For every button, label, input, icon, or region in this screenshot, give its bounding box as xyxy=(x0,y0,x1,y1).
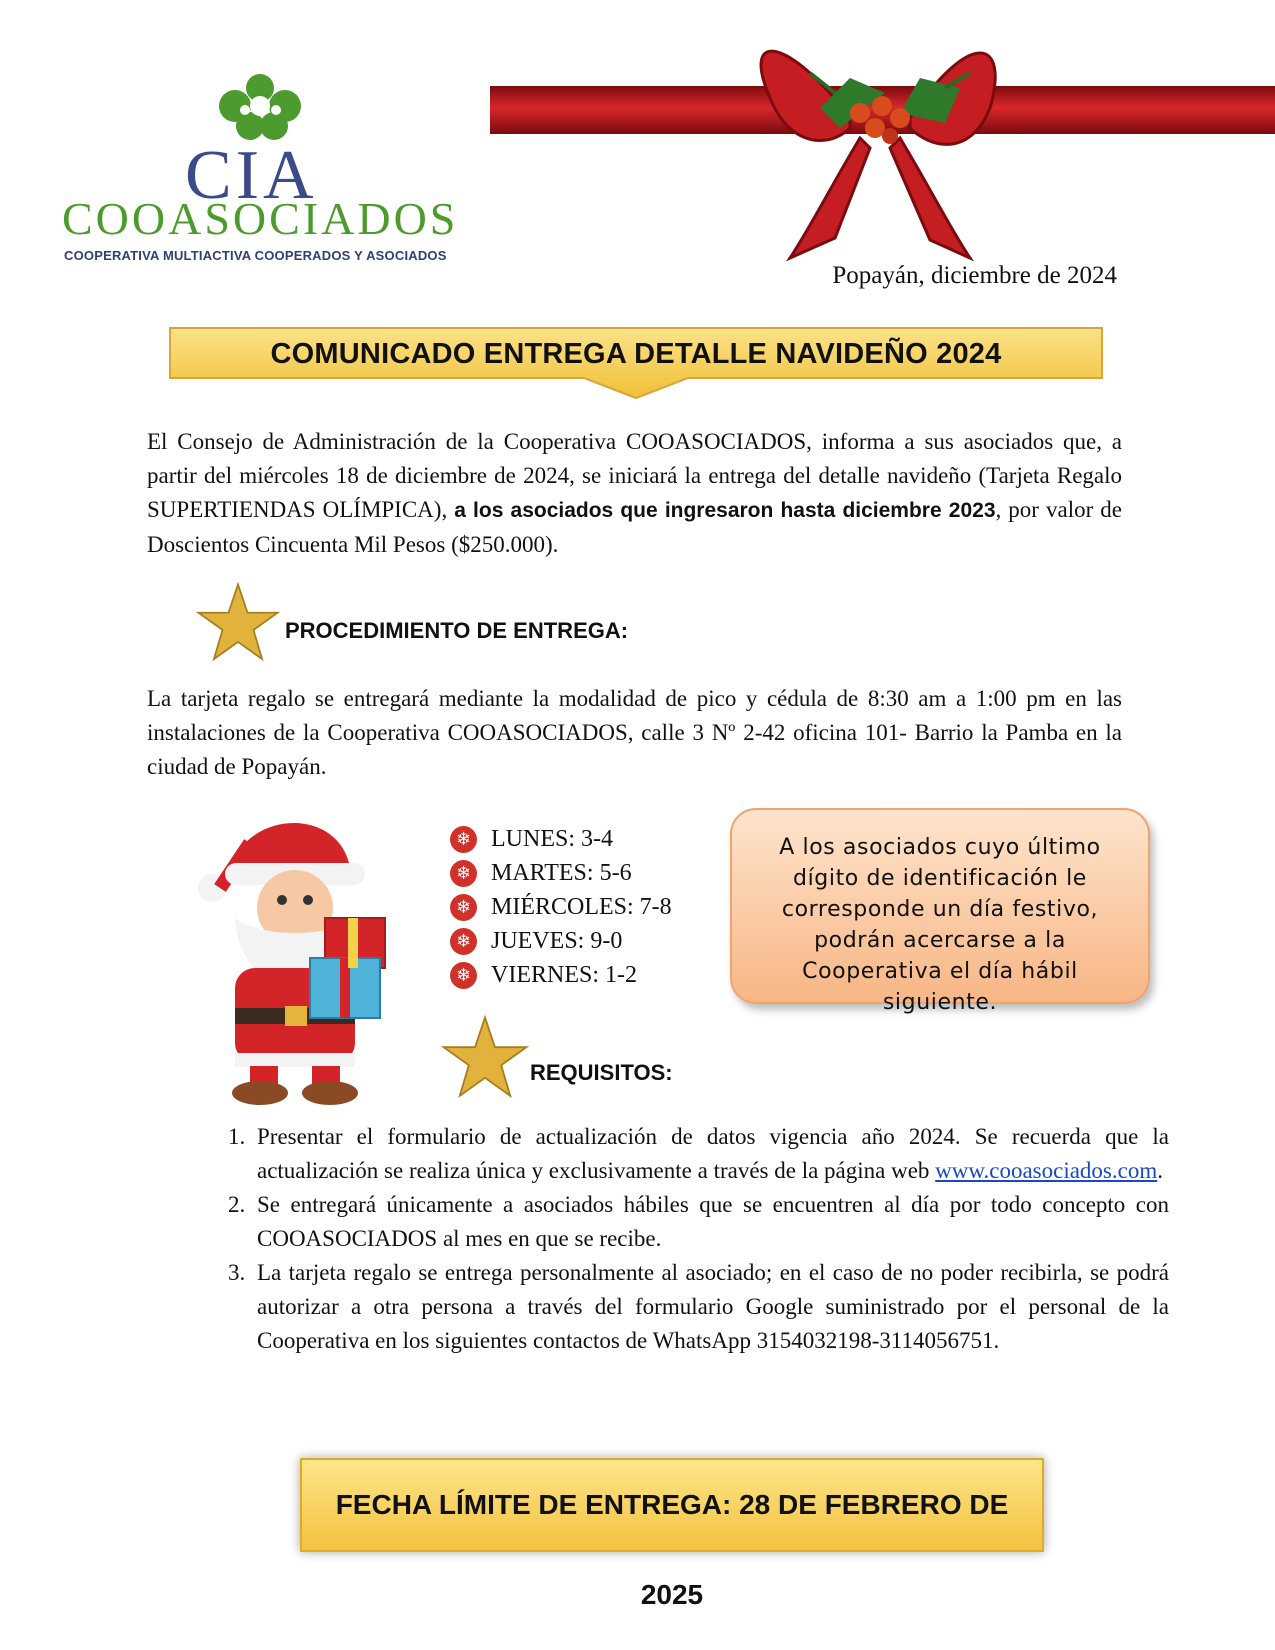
list-item xyxy=(251,1120,1169,1188)
schedule-day: JUEVES: 9-0 xyxy=(491,927,623,954)
list-item xyxy=(450,890,710,924)
deadline-text: FECHA LÍMITE DE ENTREGA: 28 DE FEBRERO DE 2025 xyxy=(335,1489,1009,1610)
holiday-note-box xyxy=(730,808,1150,1015)
snowflake-icon: ❄ xyxy=(450,860,477,887)
snowflake-icon: ❄ xyxy=(450,826,477,853)
list-item xyxy=(251,1256,1169,1358)
gold-star-icon xyxy=(193,580,283,666)
requirement-text: Se entregará únicamente a asociados hábiles que se encuentren al día por todo concepto con COOASOCIADOS al mes en que se recibe. xyxy=(257,1192,1169,1251)
schedule-list xyxy=(450,822,710,992)
schedule-day: VIERNES: 1-2 xyxy=(491,961,637,988)
procedure-heading: PROCEDIMIENTO DE ENTREGA: xyxy=(285,618,629,643)
intro-text-end: , por valor de Doscientos Cincuenta Mil Pesos ($250.000). xyxy=(147,497,1122,557)
snowflake-icon: ❄ xyxy=(450,962,477,989)
logo-subtitle: COOPERATIVA MULTIACTIVA COOPERADOS Y ASOCIADOS xyxy=(64,248,447,263)
requirement-end: . xyxy=(1157,1158,1163,1183)
snowflake-icon: ❄ xyxy=(450,894,477,921)
requirements-heading: REQUISITOS: xyxy=(530,1060,673,1085)
intro-bold: a los asociados que ingresaron hasta diciembre 2023 xyxy=(454,499,996,522)
requirements-list xyxy=(205,1120,1169,1358)
logo-letters: CIA xyxy=(185,137,318,214)
procedure-paragraph: La tarjeta regalo se entregará mediante la modalidad de pico y cédula de 8:30 am a 1:00 pm en las instalaciones de la Cooperativa COOASOCIADOS, calle 3 Nº 2-42 oficina 101- Barrio la Pamba en la ciudad de Popayán. xyxy=(147,686,1122,779)
list-item xyxy=(450,856,710,890)
list-item xyxy=(450,924,710,958)
cooasociados-logo xyxy=(60,66,460,266)
document-date: Popayán, diciembre de 2024 xyxy=(832,262,1117,289)
logo-name: COOASOCIADOS xyxy=(62,193,459,244)
list-item xyxy=(450,822,710,856)
deadline-box xyxy=(300,1458,1044,1610)
requirement-text: La tarjeta regalo se entrega personalmente al asociado; en el caso de no poder recibirla, se podrá autorizar a otra persona a través del formulario Google suministrado por el personal de la Cooperativa en los siguientes contactos de WhatsApp 3154032198-3114056751. xyxy=(257,1260,1169,1353)
intro-text: El Consejo de Administración de la Cooperativa COOASOCIADOS, informa a sus asociados que, a partir del miércoles 18 de diciembre de 2024, se iniciará la entrega del detalle navideño (Tarjeta Regalo SUPERTIENDAS OLÍMPICA), xyxy=(147,429,1122,522)
schedule-day: MARTES: 5-6 xyxy=(491,859,632,886)
christmas-bow-icon xyxy=(490,18,1275,268)
title-banner xyxy=(168,326,1104,422)
requirement-text: Presentar el formulario de actualización de datos vigencia año 2024. Se recuerda que la actualización se realiza única y exclusivamente a través de la página web xyxy=(257,1124,1169,1183)
gold-star-icon xyxy=(440,1010,530,1106)
page-title: COMUNICADO ENTREGA DETALLE NAVIDEÑO 2024 xyxy=(270,338,1002,370)
schedule-day: LUNES: 3-4 xyxy=(491,825,613,852)
santa-claus-icon xyxy=(190,808,420,1108)
schedule-day: MIÉRCOLES: 7-8 xyxy=(491,893,672,920)
website-link[interactable]: www.cooasociados.com xyxy=(935,1158,1158,1183)
snowflake-icon: ❄ xyxy=(450,928,477,955)
list-item xyxy=(251,1188,1169,1256)
holiday-note-text: A los asociados cuyo último dígito de identificación le corresponde un día festivo, podrán acercarse a la Cooperativa el día hábil siguiente. xyxy=(779,835,1101,1015)
list-item xyxy=(450,958,710,992)
intro-paragraph xyxy=(147,425,1122,562)
